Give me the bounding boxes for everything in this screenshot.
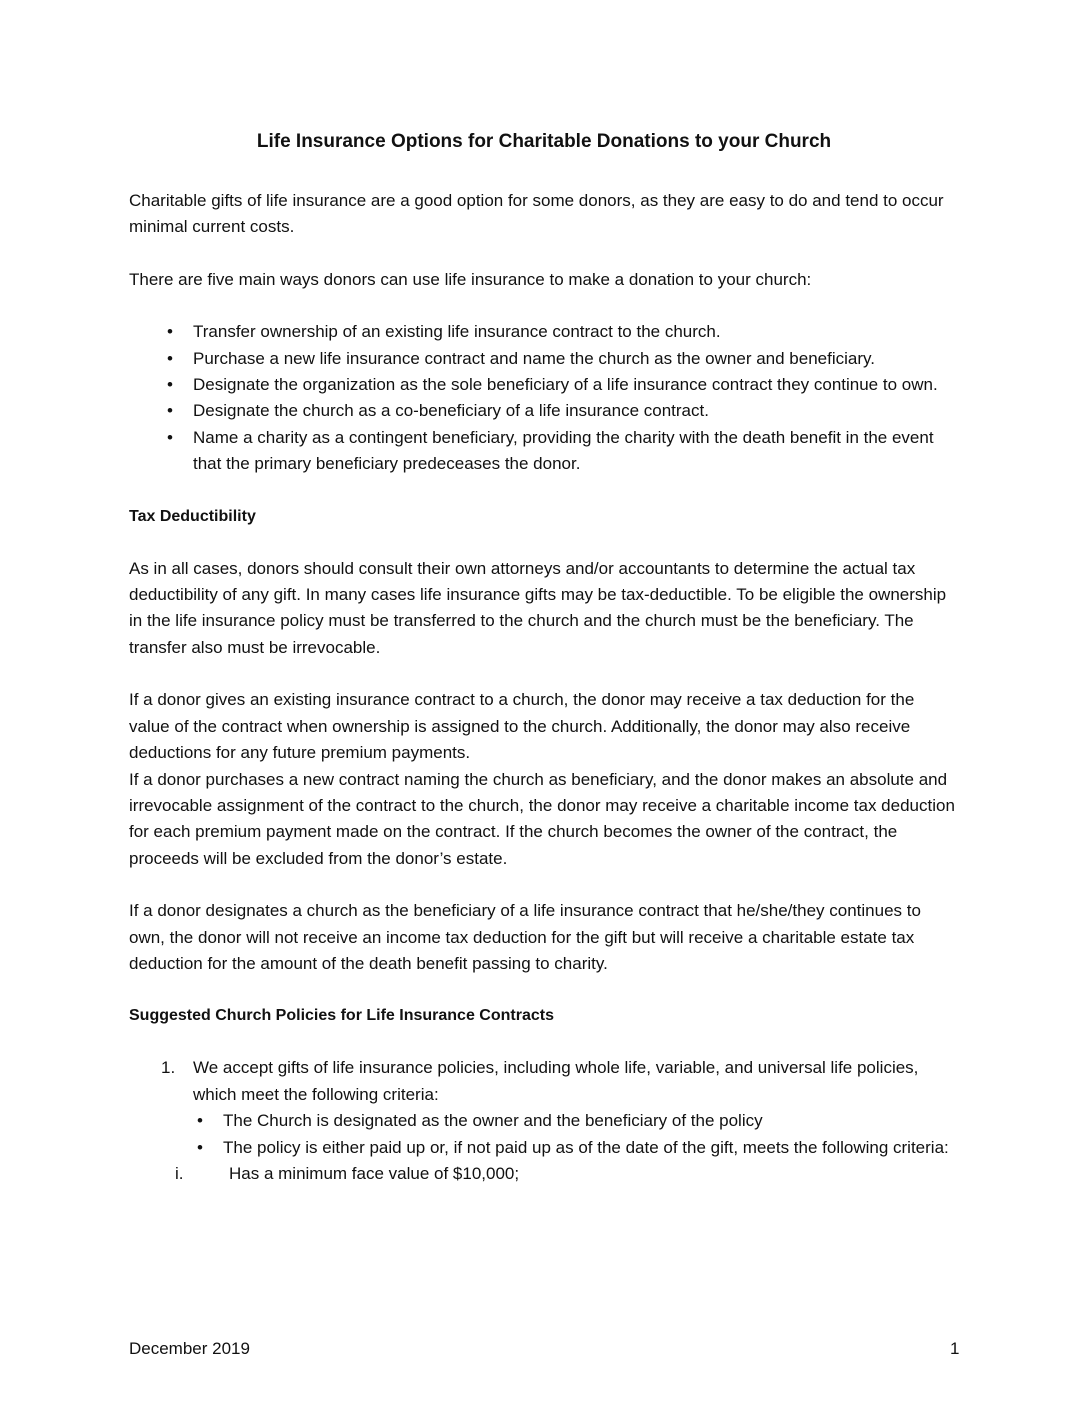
bullet-icon: • — [167, 401, 173, 421]
policy-item-text: We accept gifts of life insurance policies, including whole life, variable, and universal life policies, which meet the following criteria: — [193, 1058, 919, 1104]
list-item — [129, 398, 959, 424]
list-item-text: The Church is designated as the owner and the beneficiary of the policy — [223, 1111, 763, 1131]
page-content — [129, 128, 959, 1187]
roman-numeral: i. — [175, 1163, 184, 1183]
footer-date: December 2019 — [129, 1339, 250, 1358]
list-item-text: The policy is either paid up or, if not paid up as of the date of the gift, meets the following criteria: — [223, 1137, 949, 1157]
church-policies-heading: Suggested Church Policies for Life Insurance Contracts — [129, 1007, 554, 1025]
list-item — [193, 1108, 959, 1134]
policy-item — [129, 1055, 959, 1161]
list-item — [129, 1161, 959, 1187]
list-item — [193, 1135, 959, 1161]
bullet-icon: • — [167, 348, 173, 368]
list-item-text: Transfer ownership of an existing life insurance contract to the church. — [193, 322, 721, 342]
list-item — [129, 319, 959, 345]
tax-paragraph-3: If a donor purchases a new contract naming the church as beneficiary, and the donor makes an absolute and irrevocable assignment of the contract to the church, the donor may receive a charitable income tax deduction for each premium payment made on the contract. If the church becomes the owner of the contract, the proceeds will be excluded from the donor’s estate. — [129, 769, 955, 868]
list-item — [129, 372, 959, 398]
list-item-text: Name a charity as a contingent beneficiary, providing the charity with the death benefit in the event that the primary beneficiary predeceases the donor. — [193, 427, 934, 474]
tax-paragraph-1: As in all cases, donors should consult their own attorneys and/or accountants to determine the actual tax deductibility of any gift. In many cases life insurance gifts may be tax-deductible. To be eligible the ownership in the life insurance policy must be transferred to the church and the church must be the beneficiary. The transfer also must be irrevocable. — [129, 558, 947, 657]
tax-deductibility-heading: Tax Deductibility — [129, 507, 256, 525]
ways-list — [129, 319, 959, 477]
tax-paragraph-4: If a donor designates a church as the beneficiary of a life insurance contract that he/she/they continues to own, the donor will not receive an income tax deduction for the gift but will receive a charitable estate tax deduction for the amount of the death benefit passing to charity. — [129, 901, 921, 973]
page-number: 1 — [950, 1339, 960, 1358]
policy-list — [129, 1055, 959, 1161]
policy-criteria-list — [193, 1108, 959, 1161]
bullet-icon: • — [167, 427, 173, 447]
list-item-text: Designate the organization as the sole beneficiary of a life insurance contract they continue to own. — [193, 375, 938, 395]
bullet-icon: • — [197, 1137, 203, 1157]
bullet-icon: • — [167, 322, 173, 342]
intro-paragraph: Charitable gifts of life insurance are a good option for some donors, as they are easy to do and tend to occur minimal current costs. — [129, 191, 944, 237]
list-item-text: Designate the church as a co-beneficiary of a life insurance contract. — [193, 401, 709, 421]
policy-item-number: 1. — [161, 1058, 176, 1078]
list-item-text: Purchase a new life insurance contract and name the church as the owner and beneficiary. — [193, 348, 875, 368]
list-item — [129, 425, 959, 478]
ways-intro-paragraph: There are five main ways donors can use life insurance to make a donation to your church: — [129, 269, 812, 289]
roman-criteria-list — [129, 1161, 959, 1187]
list-item — [129, 346, 959, 372]
bullet-icon: • — [167, 375, 173, 395]
tax-paragraph-2: If a donor gives an existing insurance contract to a church, the donor may receive a tax deduction for the value of the contract when ownership is assigned to the church. Additionally, the donor may also receive deductions for any future premium payments. — [129, 690, 915, 763]
page-title: Life Insurance Options for Charitable Donations to your Church — [256, 131, 832, 152]
list-item-text: Has a minimum face value of $10,000; — [229, 1163, 520, 1183]
bullet-icon: • — [197, 1111, 203, 1131]
